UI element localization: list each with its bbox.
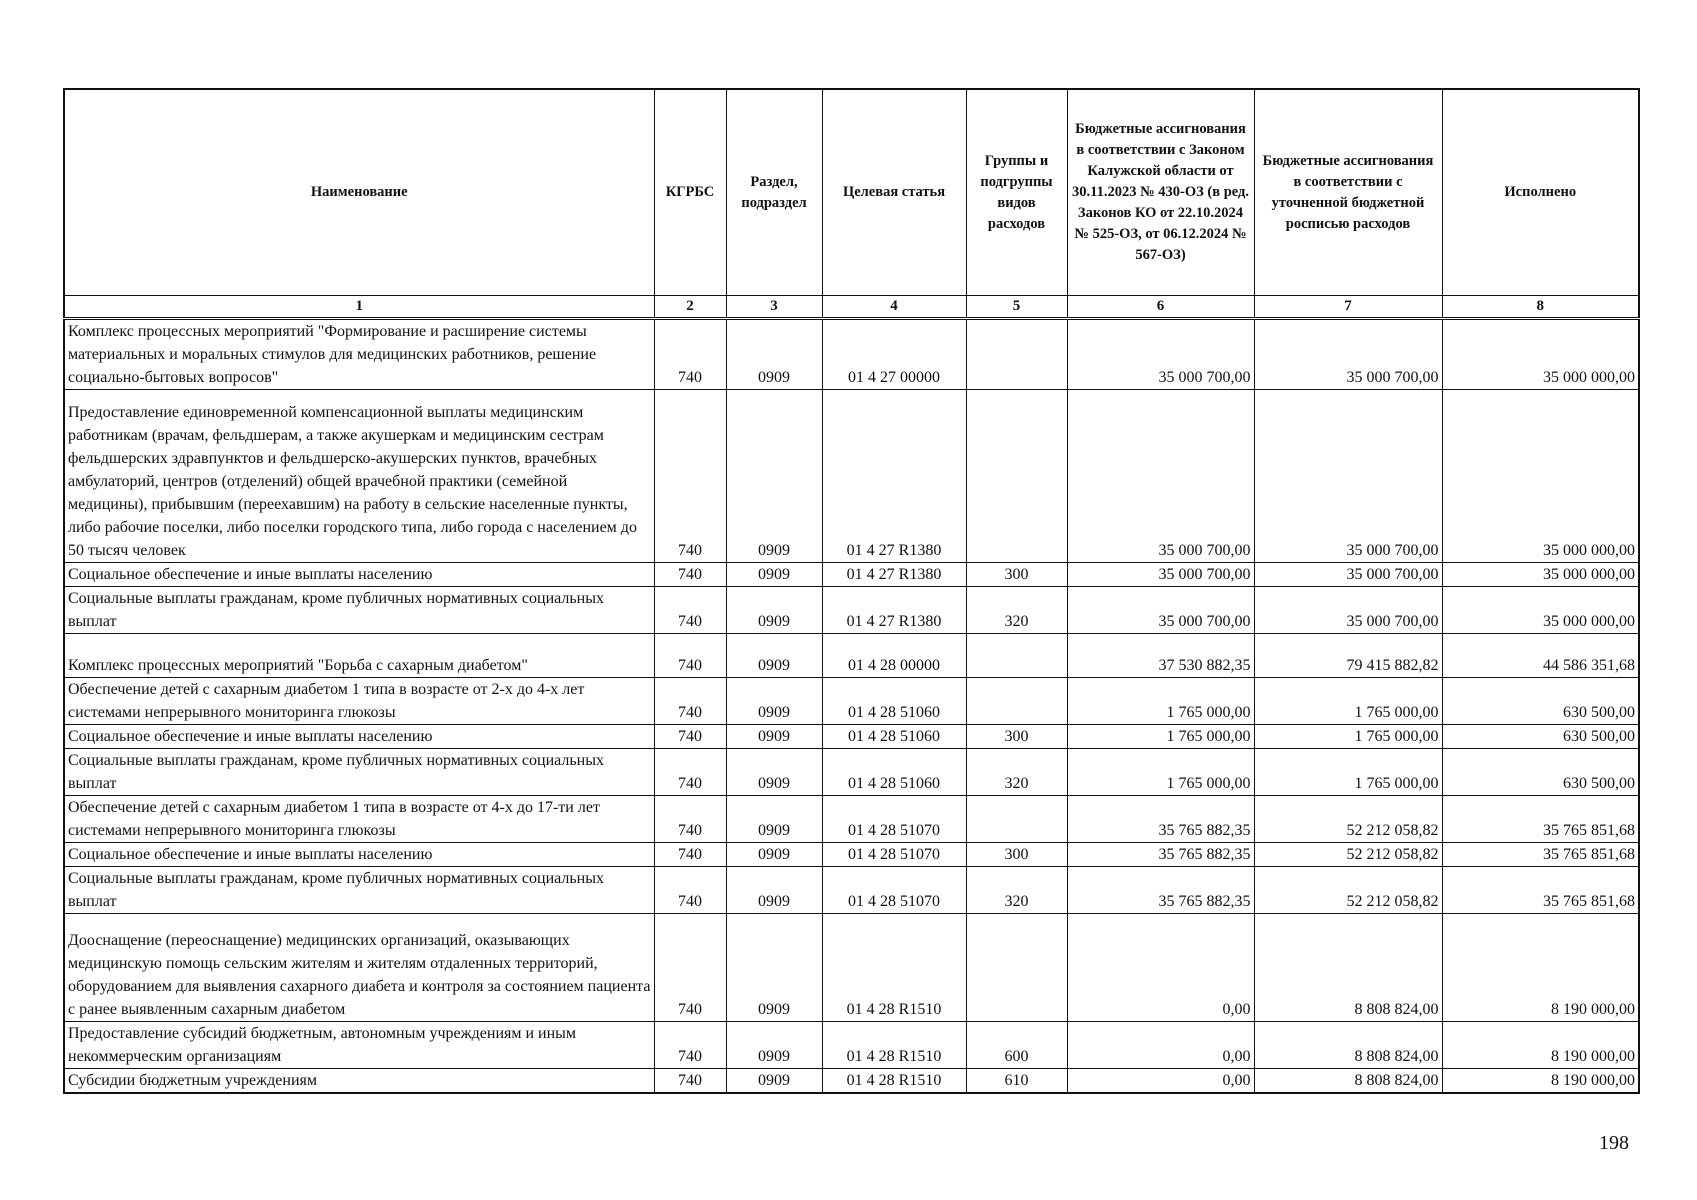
law-allocation-cell: 35 765 882,35	[1067, 867, 1254, 914]
executed-amount-cell: 35 000 000,00	[1442, 587, 1639, 634]
refined-allocation-cell: 52 212 058,82	[1254, 867, 1442, 914]
refined-allocation-cell: 52 212 058,82	[1254, 843, 1442, 867]
row-name-cell: Предоставление субсидий бюджетным, автономным учреждениям и иным некоммерческим организациям	[64, 1022, 654, 1069]
target-article-cell: 01 4 27 R1380	[822, 563, 966, 587]
target-article-cell: 01 4 28 51060	[822, 725, 966, 749]
row-name-cell: Социальное обеспечение и иные выплаты населению	[64, 843, 654, 867]
kgrbs-cell: 740	[654, 390, 726, 563]
column-number: 4	[822, 296, 966, 319]
executed-amount-cell: 35 000 000,00	[1442, 390, 1639, 563]
table-row	[64, 725, 1639, 749]
target-article-cell: 01 4 27 R1380	[822, 390, 966, 563]
kgrbs-cell: 740	[654, 563, 726, 587]
refined-allocation-cell: 35 000 700,00	[1254, 319, 1442, 390]
section-cell: 0909	[726, 749, 822, 796]
executed-amount-cell: 35 765 851,68	[1442, 796, 1639, 843]
section-cell: 0909	[726, 563, 822, 587]
law-allocation-cell: 37 530 882,35	[1067, 634, 1254, 678]
header-section: Раздел, подраздел	[726, 89, 822, 296]
section-cell: 0909	[726, 1069, 822, 1094]
column-number: 6	[1067, 296, 1254, 319]
section-cell: 0909	[726, 678, 822, 725]
column-number: 5	[966, 296, 1067, 319]
budget-table	[63, 88, 1640, 1094]
refined-allocation-cell: 1 765 000,00	[1254, 749, 1442, 796]
executed-amount-cell: 8 190 000,00	[1442, 1022, 1639, 1069]
section-cell: 0909	[726, 390, 822, 563]
table-row	[64, 796, 1639, 843]
kgrbs-cell: 740	[654, 678, 726, 725]
expense-group-cell: 320	[966, 867, 1067, 914]
refined-allocation-cell: 52 212 058,82	[1254, 796, 1442, 843]
kgrbs-cell: 740	[654, 725, 726, 749]
kgrbs-cell: 740	[654, 843, 726, 867]
refined-allocation-cell: 35 000 700,00	[1254, 390, 1442, 563]
expense-group-cell: 320	[966, 749, 1067, 796]
expense-group-cell	[966, 390, 1067, 563]
law-allocation-cell: 0,00	[1067, 1022, 1254, 1069]
column-number: 2	[654, 296, 726, 319]
law-allocation-cell: 1 765 000,00	[1067, 749, 1254, 796]
table-row	[64, 843, 1639, 867]
target-article-cell: 01 4 28 51070	[822, 843, 966, 867]
kgrbs-cell: 740	[654, 319, 726, 390]
target-article-cell: 01 4 28 R1510	[822, 914, 966, 1022]
table-row	[64, 563, 1639, 587]
executed-amount-cell: 630 500,00	[1442, 749, 1639, 796]
refined-allocation-cell: 35 000 700,00	[1254, 587, 1442, 634]
executed-amount-cell: 8 190 000,00	[1442, 1069, 1639, 1094]
table-row	[64, 1022, 1639, 1069]
refined-allocation-cell: 8 808 824,00	[1254, 914, 1442, 1022]
law-allocation-cell: 35 000 700,00	[1067, 390, 1254, 563]
executed-amount-cell: 35 765 851,68	[1442, 867, 1639, 914]
expense-group-cell	[966, 914, 1067, 1022]
column-number: 8	[1442, 296, 1639, 319]
header-target: Целевая статья	[822, 89, 966, 296]
law-allocation-cell: 0,00	[1067, 914, 1254, 1022]
table-row	[64, 749, 1639, 796]
executed-amount-cell: 44 586 351,68	[1442, 634, 1639, 678]
law-allocation-cell: 35 000 700,00	[1067, 563, 1254, 587]
section-cell: 0909	[726, 587, 822, 634]
expense-group-cell	[966, 678, 1067, 725]
row-name-cell: Комплекс процессных мероприятий "Формирование и расширение системы материальных и моральных стимулов для медицинских работников, решение социально-бытовых вопросов"	[64, 319, 654, 390]
executed-amount-cell: 8 190 000,00	[1442, 914, 1639, 1022]
section-cell: 0909	[726, 914, 822, 1022]
table-row	[64, 867, 1639, 914]
target-article-cell: 01 4 27 R1380	[822, 587, 966, 634]
row-name-cell: Социальное обеспечение и иные выплаты населению	[64, 563, 654, 587]
table-row	[64, 678, 1639, 725]
law-allocation-cell: 35 765 882,35	[1067, 843, 1254, 867]
row-name-cell: Комплекс процессных мероприятий "Борьба с сахарным диабетом"	[64, 634, 654, 678]
executed-amount-cell: 630 500,00	[1442, 725, 1639, 749]
row-name-cell: Субсидии бюджетным учреждениям	[64, 1069, 654, 1094]
table-row	[64, 1069, 1639, 1094]
kgrbs-cell: 740	[654, 749, 726, 796]
table-row	[64, 319, 1639, 390]
expense-group-cell: 300	[966, 843, 1067, 867]
row-name-cell: Социальные выплаты гражданам, кроме публичных нормативных социальных выплат	[64, 867, 654, 914]
law-allocation-cell: 1 765 000,00	[1067, 725, 1254, 749]
refined-allocation-cell: 1 765 000,00	[1254, 678, 1442, 725]
kgrbs-cell: 740	[654, 634, 726, 678]
target-article-cell: 01 4 28 51060	[822, 678, 966, 725]
expense-group-cell	[966, 319, 1067, 390]
header-executed: Исполнено	[1442, 89, 1639, 296]
executed-amount-cell: 35 765 851,68	[1442, 843, 1639, 867]
header-kgrbs: КГРБС	[654, 89, 726, 296]
refined-allocation-cell: 1 765 000,00	[1254, 725, 1442, 749]
law-allocation-cell: 35 000 700,00	[1067, 587, 1254, 634]
row-name-cell: Социальные выплаты гражданам, кроме публичных нормативных социальных выплат	[64, 749, 654, 796]
kgrbs-cell: 740	[654, 914, 726, 1022]
kgrbs-cell: 740	[654, 587, 726, 634]
header-groups: Группы и подгруппы видов расходов	[966, 89, 1067, 296]
refined-allocation-cell: 79 415 882,82	[1254, 634, 1442, 678]
expense-group-cell	[966, 634, 1067, 678]
kgrbs-cell: 740	[654, 867, 726, 914]
expense-group-cell: 320	[966, 587, 1067, 634]
target-article-cell: 01 4 28 51070	[822, 796, 966, 843]
column-number: 3	[726, 296, 822, 319]
target-article-cell: 01 4 28 51060	[822, 749, 966, 796]
column-number: 1	[64, 296, 654, 319]
law-allocation-cell: 0,00	[1067, 1069, 1254, 1094]
table-row	[64, 390, 1639, 563]
target-article-cell: 01 4 28 51070	[822, 867, 966, 914]
law-allocation-cell: 1 765 000,00	[1067, 678, 1254, 725]
refined-allocation-cell: 35 000 700,00	[1254, 563, 1442, 587]
target-article-cell: 01 4 28 R1510	[822, 1022, 966, 1069]
column-number-row	[64, 296, 1639, 319]
law-allocation-cell: 35 765 882,35	[1067, 796, 1254, 843]
table-row	[64, 914, 1639, 1022]
target-article-cell: 01 4 28 R1510	[822, 1069, 966, 1094]
section-cell: 0909	[726, 796, 822, 843]
header-law: Бюджетные ассигнования в соответствии с Законом Калужской области от 30.11.2023 № 430-ОЗ (в ред. Законов КО от 22.10.2024 № 525-ОЗ, от 06.12.2024 № 567-ОЗ)	[1067, 89, 1254, 296]
column-number: 7	[1254, 296, 1442, 319]
expense-group-cell: 610	[966, 1069, 1067, 1094]
page-number: 198	[1599, 1132, 1629, 1154]
executed-amount-cell: 630 500,00	[1442, 678, 1639, 725]
row-name-cell: Обеспечение детей с сахарным диабетом 1 типа в возрасте от 2-х до 4-х лет системами непрерывного мониторинга глюкозы	[64, 678, 654, 725]
executed-amount-cell: 35 000 000,00	[1442, 319, 1639, 390]
law-allocation-cell: 35 000 700,00	[1067, 319, 1254, 390]
expense-group-cell: 600	[966, 1022, 1067, 1069]
section-cell: 0909	[726, 867, 822, 914]
kgrbs-cell: 740	[654, 1022, 726, 1069]
header-row	[64, 89, 1639, 296]
row-name-cell: Предоставление единовременной компенсационной выплаты медицинским работникам (врачам, фельдшерам, а также акушеркам и медицинским сестрам фельдшерских здравпунктов и фельдшерско-акушерских пунктов, врачебных амбулаторий, центров (отделений) общей врачебной практики (семейной медицины), прибывшим (переехавшим) на работу в сельские населенные пункты, либо рабочие поселки, либо поселки городского типа, либо города с населением до 50 тысяч человек	[64, 390, 654, 563]
row-name-cell: Обеспечение детей с сахарным диабетом 1 типа в возрасте от 4-х до 17-ти лет системами непрерывного мониторинга глюкозы	[64, 796, 654, 843]
header-refined: Бюджетные ассигнования в соответствии с уточненной бюджетной росписью расходов	[1254, 89, 1442, 296]
refined-allocation-cell: 8 808 824,00	[1254, 1022, 1442, 1069]
row-name-cell: Социальные выплаты гражданам, кроме публичных нормативных социальных выплат	[64, 587, 654, 634]
kgrbs-cell: 740	[654, 1069, 726, 1094]
expense-group-cell	[966, 796, 1067, 843]
header-name: Наименование	[64, 89, 654, 296]
table-row	[64, 587, 1639, 634]
refined-allocation-cell: 8 808 824,00	[1254, 1069, 1442, 1094]
section-cell: 0909	[726, 319, 822, 390]
expense-group-cell: 300	[966, 563, 1067, 587]
table-body	[64, 319, 1639, 1094]
row-name-cell: Дооснащение (переоснащение) медицинских организаций, оказывающих медицинскую помощь сельским жителям и жителям отдаленных территорий, оборудованием для выявления сахарного диабета и контроля за состоянием пациента с ранее выявленным сахарным диабетом	[64, 914, 654, 1022]
table-row	[64, 634, 1639, 678]
executed-amount-cell: 35 000 000,00	[1442, 563, 1639, 587]
target-article-cell: 01 4 28 00000	[822, 634, 966, 678]
expense-group-cell: 300	[966, 725, 1067, 749]
section-cell: 0909	[726, 1022, 822, 1069]
section-cell: 0909	[726, 634, 822, 678]
kgrbs-cell: 740	[654, 796, 726, 843]
row-name-cell: Социальное обеспечение и иные выплаты населению	[64, 725, 654, 749]
target-article-cell: 01 4 27 00000	[822, 319, 966, 390]
section-cell: 0909	[726, 725, 822, 749]
section-cell: 0909	[726, 843, 822, 867]
